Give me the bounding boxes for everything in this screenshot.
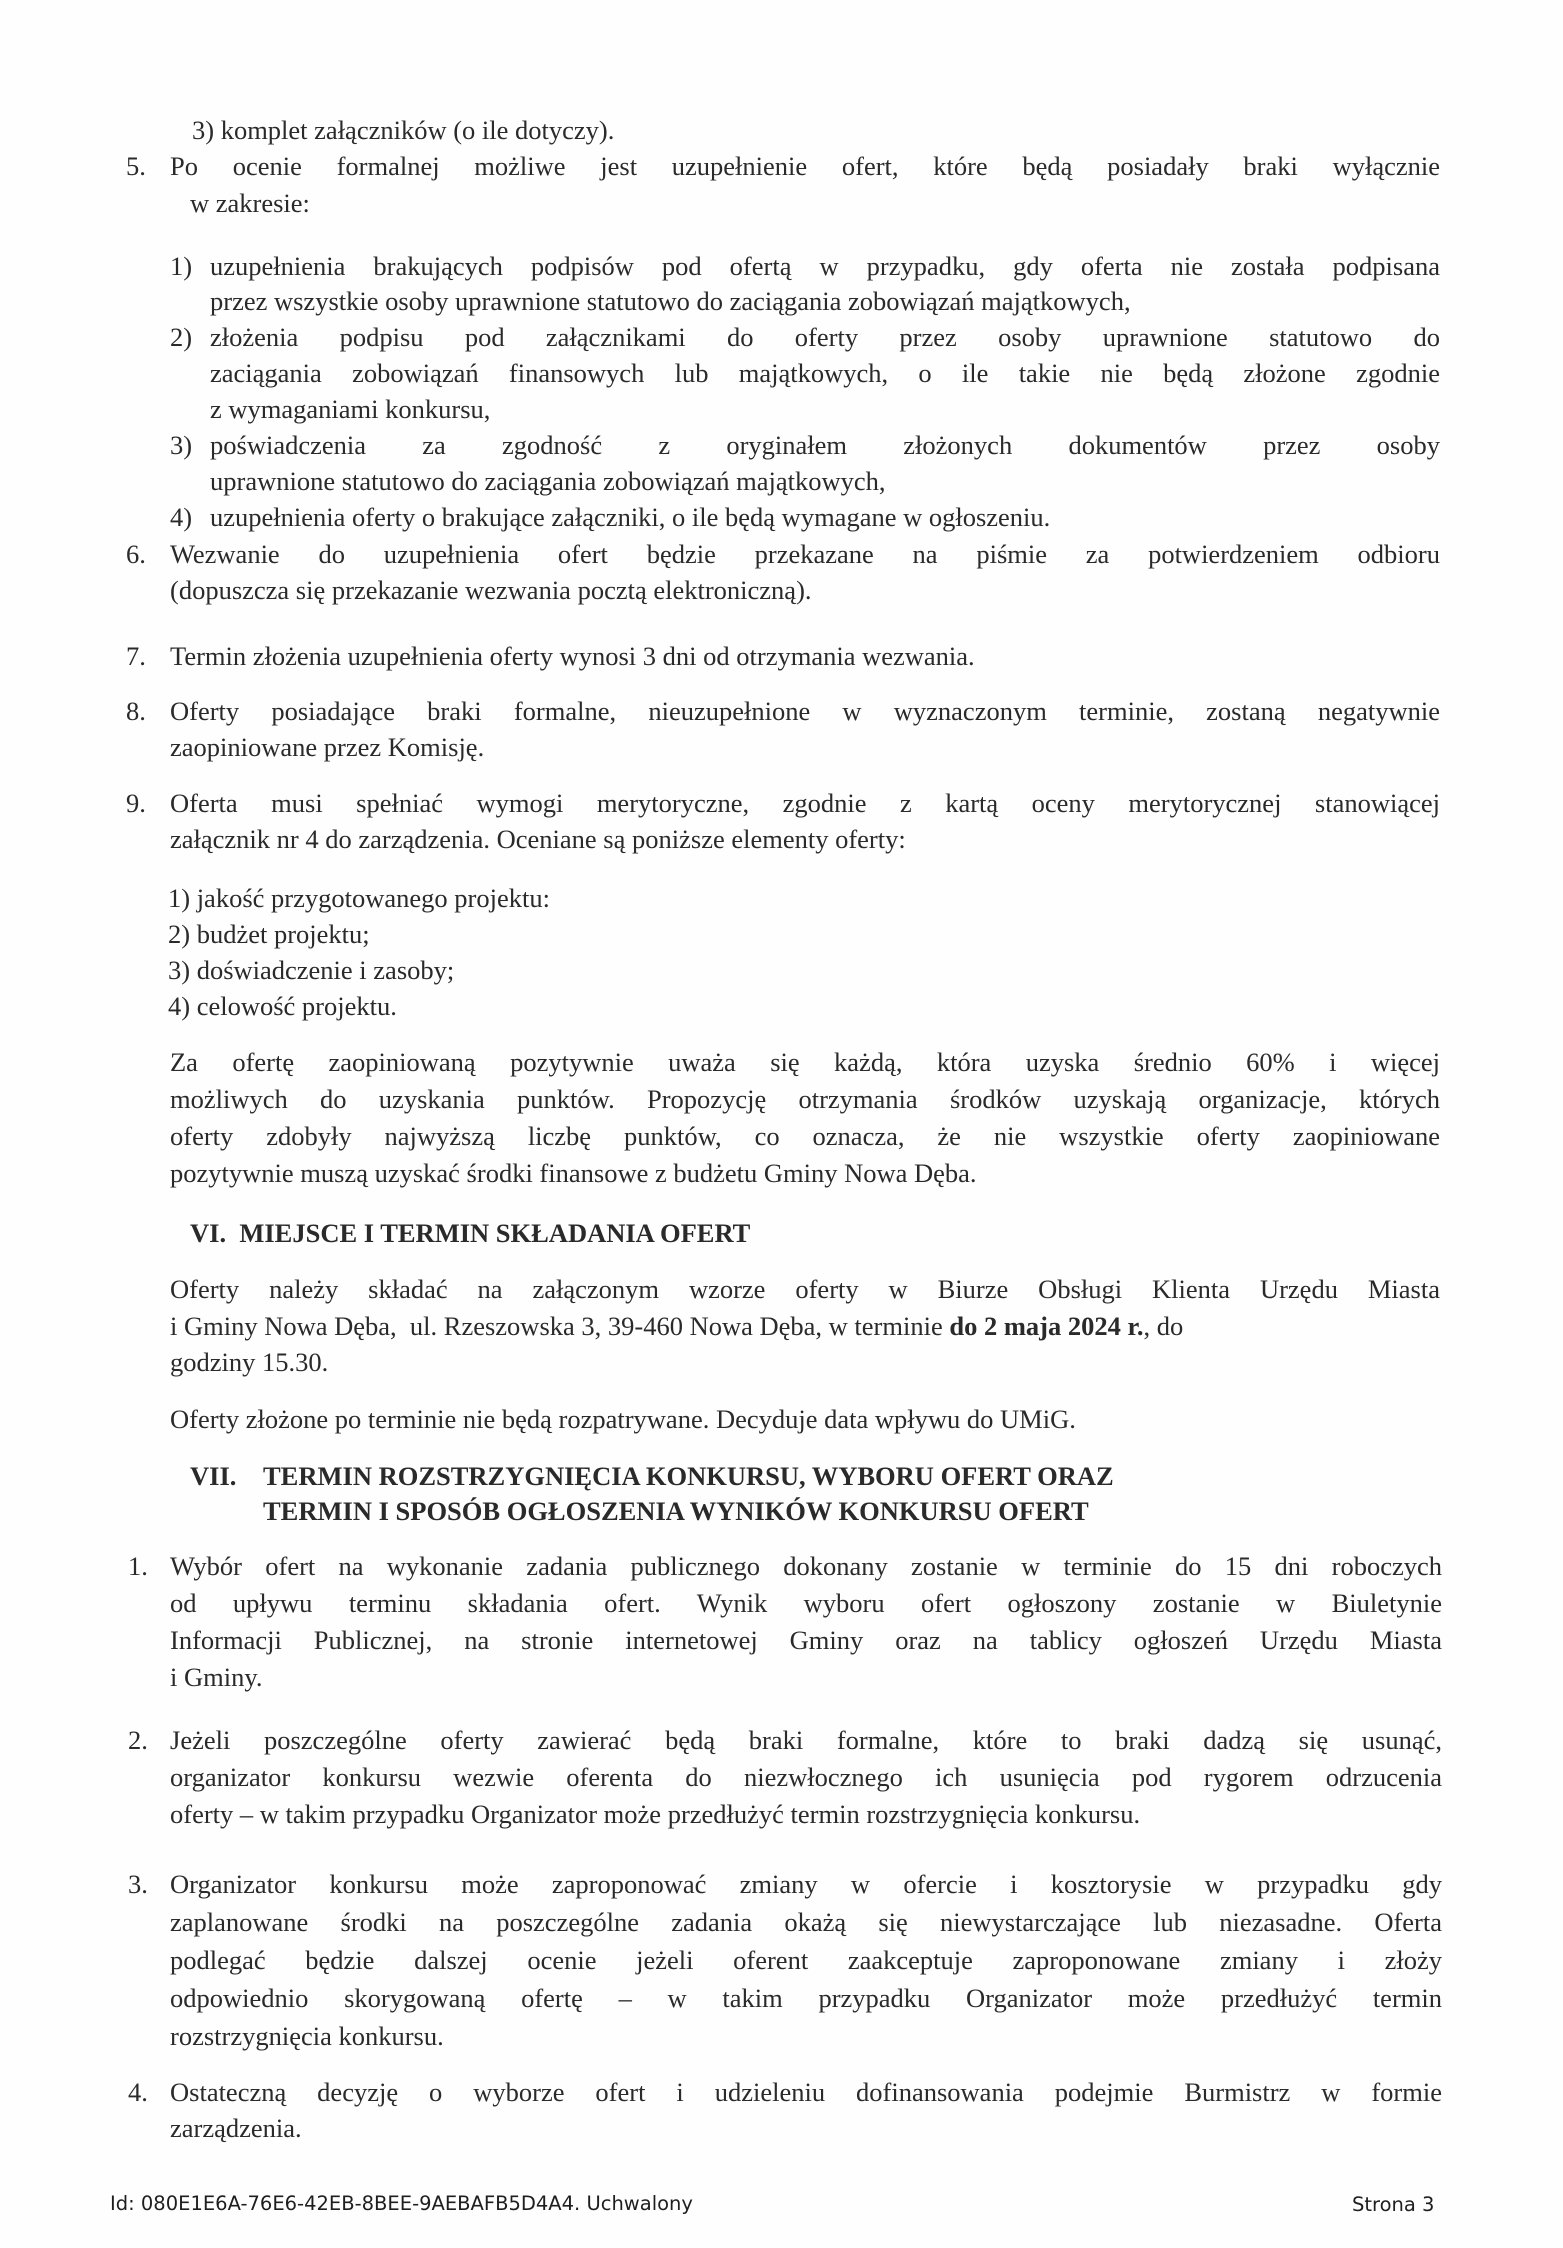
sublist-line: złożenia podpisu pod załącznikami do oferty przez osoby uprawnione statutowo do [210,322,1440,352]
paragraph-line: od upływu terminu składania ofert. Wynik wyboru ofert ogłoszony zostanie w Biuletynie [170,1588,1442,1618]
section-heading-vi: VI. MIEJSCE I TERMIN SKŁADANIA OFERT [190,1218,751,1248]
paragraph-line: podlegać będzie dalszej ocenie jeżeli oferent zaakceptuje zaproponowane zmiany i złoży [170,1945,1442,1975]
paragraph-line: zaopiniowane przez Komisję. [170,732,485,762]
paragraph-line: Oferty złożone po terminie nie będą rozpatrywane. Decyduje data wpływu do UMiG. [170,1404,1076,1434]
paragraph-line: zarządzenia. [170,2113,302,2143]
list-number: 9. [126,788,146,818]
paragraph-line: organizator konkursu wezwie oferenta do niezwłocznego ich usunięcia pod rygorem odrzucenia [170,1762,1442,1792]
sublist-line: poświadczenia za zgodność z oryginałem złożonych dokumentów przez osoby [210,430,1440,460]
paragraph-line: Ostateczną decyzję o wyborze ofert i udzieleniu dofinansowania podejmie Burmistrz w formie [170,2077,1442,2107]
list-number: 8. [126,696,146,726]
criteria-item: 1) jakość przygotowanego projektu: [168,883,550,913]
criteria-item: 2) budżet projektu; [168,919,370,949]
document-id: Id: 080E1E6A-76E6-42EB-8BEE-9AEBAFB5D4A4. Uchwalony [110,2192,693,2215]
sublist-number: 4) [170,502,193,532]
sublist-number: 2) [170,322,193,352]
sublist-line: uzupełnienia brakujących podpisów pod ofertą w przypadku, gdy oferta nie została podpisana [210,251,1440,281]
paragraph-line [170,1310,1440,1342]
paragraph-line: (dopuszcza się przekazanie wezwania pocztą elektroniczną). [170,575,812,605]
section-heading-vii-line2: TERMIN I SPOSÓB OGŁOSZENIA WYNIKÓW KONKURSU OFERT [263,1496,1089,1526]
sublist-line: z wymaganiami konkursu, [210,394,491,424]
list-item: 3) komplet załączników (o ile dotyczy). [192,115,615,145]
list-number: 5. [126,151,146,181]
criteria-item: 4) celowość projektu. [168,991,397,1021]
paragraph-line: odpowiednio skorygowaną ofertę – w takim przypadku Organizator może przedłużyć termin [170,1983,1442,2013]
paragraph-line: Wybór ofert na wykonanie zadania publicznego dokonany zostanie w terminie do 15 dni roboczych [170,1551,1442,1581]
sublist-number: 1) [170,251,193,281]
paragraph-line: Oferty należy składać na załączonym wzorze oferty w Biurze Obsługi Klienta Urzędu Miasta [170,1274,1440,1304]
list-number: 6. [126,539,146,569]
paragraph-line: Jeżeli poszczególne oferty zawierać będą braki formalne, które to braki dadzą się usunąć, [170,1725,1442,1755]
list-number: 1. [128,1551,148,1581]
paragraph-line: oferty – w takim przypadku Organizator może przedłużyć termin rozstrzygnięcia konkursu. [170,1799,1141,1829]
paragraph-line: w zakresie: [190,188,310,218]
paragraph-line: oferty zdobyły najwyższą liczbę punktów, co oznacza, że nie wszystkie oferty zaopiniowane [170,1121,1440,1151]
sublist-line: przez wszystkie osoby uprawnione statutowo do zaciągania zobowiązań majątkowych, [210,286,1131,316]
paragraph-line: Za ofertę zaopiniowaną pozytywnie uważa się każdą, która uzyska średnio 60% i więcej [170,1047,1440,1077]
sublist-line: uzupełnienia oferty o brakujące załączniki, o ile będą wymagane w ogłoszeniu. [210,502,1051,532]
paragraph-line: pozytywnie muszą uzyskać środki finansowe z budżetu Gminy Nowa Dęba. [170,1158,977,1188]
list-number: 4. [128,2077,148,2107]
section-heading-vii-line1: TERMIN ROZSTRZYGNIĘCIA KONKURSU, WYBORU OFERT ORAZ [263,1461,1114,1491]
paragraph-line: Wezwanie do uzupełnienia ofert będzie przekazane na piśmie za potwierdzeniem odbioru [170,539,1440,569]
paragraph-line: godziny 15.30. [170,1347,329,1377]
paragraph-line: możliwych do uzyskania punktów. Propozycję otrzymania środków uzyskają organizacje, których [170,1084,1440,1114]
paragraph-line: Po ocenie formalnej możliwe jest uzupełnienie ofert, które będą posiadały braki wyłącznie [170,151,1440,181]
page-number: Strona 3 [1352,2193,1435,2216]
deadline-date: do 2 maja 2024 r. [949,1311,1144,1341]
address-text: i Gminy Nowa Dęba, ul. Rzeszowska 3, 39-460 Nowa Dęba, w terminie do 2 maja 2024 r., do [170,1311,1184,1341]
list-number: 7. [126,641,146,671]
sublist-number: 3) [170,430,193,460]
criteria-item: 3) doświadczenie i zasoby; [168,955,455,985]
paragraph-line: załącznik nr 4 do zarządzenia. Oceniane są poniższe elementy oferty: [170,824,906,854]
paragraph-line: Oferty posiadające braki formalne, nieuzupełnione w wyznaczonym terminie, zostaną negatywnie [170,696,1440,726]
paragraph-line: Oferta musi spełniać wymogi merytoryczne, zgodnie z kartą oceny merytorycznej stanowiącej [170,788,1440,818]
paragraph-line: rozstrzygnięcia konkursu. [170,2021,444,2051]
paragraph-line: Termin złożenia uzupełnienia oferty wynosi 3 dni od otrzymania wezwania. [170,641,975,671]
sublist-line: uprawnione statutowo do zaciągania zobowiązań majątkowych, [210,466,886,496]
section-heading-vii-number: VII. [190,1461,237,1491]
list-number: 2. [128,1725,148,1755]
paragraph-line: Informacji Publicznej, na stronie internetowej Gminy oraz na tablicy ogłoszeń Urzędu Miasta [170,1625,1442,1655]
paragraph-line: Organizator konkursu może zaproponować zmiany w ofercie i kosztorysie w przypadku gdy [170,1869,1442,1899]
paragraph-line: i Gminy. [170,1662,263,1692]
paragraph-line: zaplanowane środki na poszczególne zadania okażą się niewystarczające lub niezasadne. Oferta [170,1907,1442,1937]
list-number: 3. [128,1869,148,1899]
sublist-line: zaciągania zobowiązań finansowych lub majątkowych, o ile takie nie będą złożone zgodnie [210,358,1440,388]
